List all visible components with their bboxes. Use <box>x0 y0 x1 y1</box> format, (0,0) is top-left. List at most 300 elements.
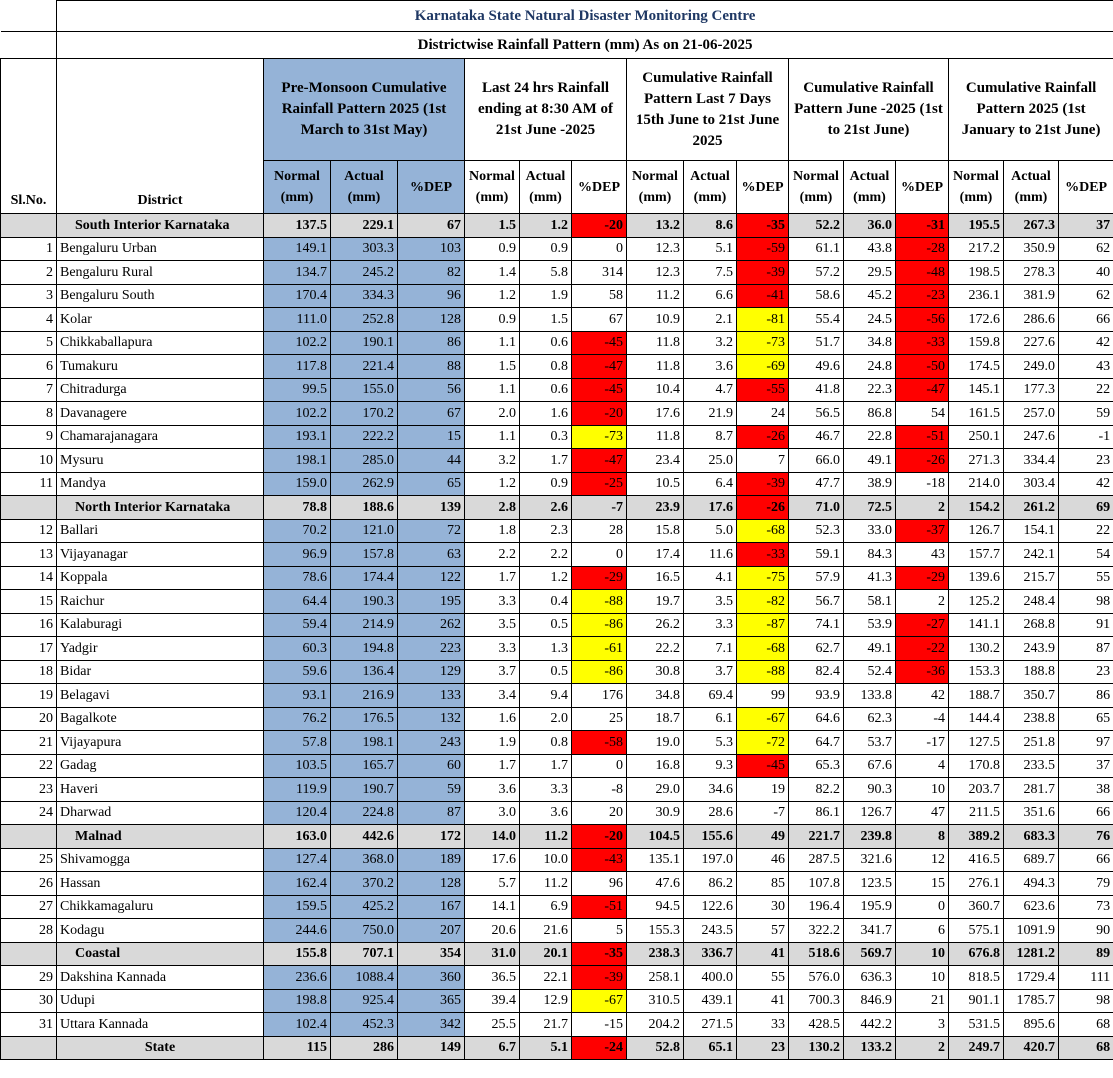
normal-cell: 46.7 <box>789 425 844 449</box>
normal-cell: 47.7 <box>789 472 844 496</box>
slno-cell: 22 <box>1 754 57 778</box>
dep-cell: 57 <box>737 919 789 943</box>
actual-cell: 157.8 <box>331 543 398 567</box>
actual-cell: 22.1 <box>520 966 572 990</box>
dep-cell: 33 <box>737 1013 789 1037</box>
district-cell: Malnad <box>57 825 264 849</box>
actual-cell: 303.4 <box>1004 472 1059 496</box>
normal-cell: 154.2 <box>949 496 1004 520</box>
normal-cell: 236.1 <box>949 284 1004 308</box>
slno-cell: 27 <box>1 895 57 919</box>
dep-cell: 111 <box>1059 966 1113 990</box>
table-row <box>1 355 1113 379</box>
actual-cell: 7.5 <box>684 261 737 285</box>
actual-cell: 341.7 <box>844 919 896 943</box>
normal-cell: 676.8 <box>949 942 1004 966</box>
dep-cell: -55 <box>737 378 789 402</box>
dep-cell: 189 <box>398 848 465 872</box>
header-normal: Normal (mm) <box>627 161 684 214</box>
district-cell: Chamarajanagara <box>57 425 264 449</box>
dep-cell: -68 <box>737 637 789 661</box>
normal-cell: 153.3 <box>949 660 1004 684</box>
header-slno: Sl.No. <box>1 59 57 214</box>
dep-cell: -50 <box>896 355 949 379</box>
normal-cell: 3.3 <box>465 590 520 614</box>
normal-cell: 276.1 <box>949 872 1004 896</box>
actual-cell: 439.1 <box>684 989 737 1013</box>
normal-cell: 93.1 <box>264 684 331 708</box>
dep-cell: 12 <box>896 848 949 872</box>
normal-cell: 130.2 <box>789 1036 844 1060</box>
slno-cell <box>1 214 57 238</box>
dep-cell: 72 <box>398 519 465 543</box>
dep-cell: 6 <box>896 919 949 943</box>
dep-cell: 0 <box>896 895 949 919</box>
actual-cell: 72.5 <box>844 496 896 520</box>
slno-cell: 5 <box>1 331 57 355</box>
dep-cell: 43 <box>1059 355 1113 379</box>
actual-cell: 7.1 <box>684 637 737 661</box>
actual-cell: 3.5 <box>684 590 737 614</box>
slno-cell: 24 <box>1 801 57 825</box>
dep-cell: 47 <box>896 801 949 825</box>
dep-cell: 88 <box>398 355 465 379</box>
actual-cell: 216.9 <box>331 684 398 708</box>
normal-cell: 700.3 <box>789 989 844 1013</box>
table-row <box>1 660 1113 684</box>
normal-cell: 41.8 <box>789 378 844 402</box>
actual-cell: 271.5 <box>684 1013 737 1037</box>
dep-cell: -20 <box>572 402 627 426</box>
header-normal: Normal (mm) <box>949 161 1004 214</box>
actual-cell: 24.5 <box>844 308 896 332</box>
actual-cell: 261.2 <box>1004 496 1059 520</box>
normal-cell: 60.3 <box>264 637 331 661</box>
table-row <box>1 1013 1113 1037</box>
slno-cell: 16 <box>1 613 57 637</box>
normal-cell: 236.6 <box>264 966 331 990</box>
actual-cell: 268.8 <box>1004 613 1059 637</box>
actual-cell: 1.2 <box>520 214 572 238</box>
slno-cell <box>1 1036 57 1060</box>
actual-cell: 0.5 <box>520 660 572 684</box>
normal-cell: 86.1 <box>789 801 844 825</box>
page-subtitle: Districtwise Rainfall Pattern (mm) As on 21-06-2025 <box>57 32 1113 59</box>
dep-cell: 365 <box>398 989 465 1013</box>
dep-cell: -67 <box>572 989 627 1013</box>
dep-cell: 66 <box>1059 308 1113 332</box>
actual-cell: 9.3 <box>684 754 737 778</box>
district-cell: Vijayapura <box>57 731 264 755</box>
dep-cell: 25 <box>572 707 627 731</box>
dep-cell: 42 <box>1059 472 1113 496</box>
header-actual: Actual (mm) <box>520 161 572 214</box>
actual-cell: 350.9 <box>1004 237 1059 261</box>
normal-cell: 575.1 <box>949 919 1004 943</box>
table-row <box>1 613 1113 637</box>
normal-cell: 134.7 <box>264 261 331 285</box>
actual-cell: 370.2 <box>331 872 398 896</box>
actual-cell: 22.8 <box>844 425 896 449</box>
district-cell: Tumakuru <box>57 355 264 379</box>
slno-cell: 6 <box>1 355 57 379</box>
actual-cell: 2.0 <box>520 707 572 731</box>
header-dep: %DEP <box>572 161 627 214</box>
actual-cell: 707.1 <box>331 942 398 966</box>
actual-cell: 1.3 <box>520 637 572 661</box>
dep-cell: 15 <box>896 872 949 896</box>
actual-cell: 425.2 <box>331 895 398 919</box>
normal-cell: 3.6 <box>465 778 520 802</box>
dep-cell: 98 <box>1059 590 1113 614</box>
dep-cell: -33 <box>896 331 949 355</box>
actual-cell: 52.4 <box>844 660 896 684</box>
normal-cell: 416.5 <box>949 848 1004 872</box>
dep-cell: -45 <box>737 754 789 778</box>
normal-cell: 1.1 <box>465 425 520 449</box>
normal-cell: 52.3 <box>789 519 844 543</box>
normal-cell: 6.7 <box>465 1036 520 1060</box>
actual-cell: 90.3 <box>844 778 896 802</box>
dep-cell: 133 <box>398 684 465 708</box>
normal-cell: 70.2 <box>264 519 331 543</box>
dep-cell: 67 <box>572 308 627 332</box>
dep-cell: 19 <box>737 778 789 802</box>
actual-cell: 84.3 <box>844 543 896 567</box>
actual-cell: 442.2 <box>844 1013 896 1037</box>
actual-cell: 17.6 <box>684 496 737 520</box>
actual-cell: 5.1 <box>520 1036 572 1060</box>
dep-cell: 22 <box>1059 378 1113 402</box>
table-row <box>1 637 1113 661</box>
slno-cell: 19 <box>1 684 57 708</box>
normal-cell: 3.7 <box>465 660 520 684</box>
actual-cell: 262.9 <box>331 472 398 496</box>
dep-cell: -36 <box>896 660 949 684</box>
actual-cell: 34.8 <box>844 331 896 355</box>
dep-cell: -47 <box>572 449 627 473</box>
dep-cell: -59 <box>737 237 789 261</box>
actual-cell: 1.9 <box>520 284 572 308</box>
header-actual: Actual (mm) <box>844 161 896 214</box>
dep-cell: -47 <box>572 355 627 379</box>
header-actual: Actual (mm) <box>331 161 398 214</box>
table-row <box>1 543 1113 567</box>
actual-cell: 133.8 <box>844 684 896 708</box>
dep-cell: -56 <box>896 308 949 332</box>
actual-cell: 285.0 <box>331 449 398 473</box>
header-normal: Normal (mm) <box>465 161 520 214</box>
actual-cell: 238.8 <box>1004 707 1059 731</box>
dep-cell: 54 <box>896 402 949 426</box>
actual-cell: 245.2 <box>331 261 398 285</box>
actual-cell: 257.0 <box>1004 402 1059 426</box>
district-cell: Hassan <box>57 872 264 896</box>
normal-cell: 29.0 <box>627 778 684 802</box>
normal-cell: 62.7 <box>789 637 844 661</box>
normal-cell: 57.9 <box>789 566 844 590</box>
district-cell: Bagalkote <box>57 707 264 731</box>
actual-cell: 636.3 <box>844 966 896 990</box>
actual-cell: 121.0 <box>331 519 398 543</box>
normal-cell: 258.1 <box>627 966 684 990</box>
normal-cell: 104.5 <box>627 825 684 849</box>
normal-cell: 221.7 <box>789 825 844 849</box>
actual-cell: 86.8 <box>844 402 896 426</box>
dep-cell: 176 <box>572 684 627 708</box>
actual-cell: 321.6 <box>844 848 896 872</box>
district-cell: Kodagu <box>57 919 264 943</box>
group-row <box>1 942 1113 966</box>
dep-cell: 86 <box>1059 684 1113 708</box>
normal-cell: 244.6 <box>264 919 331 943</box>
actual-cell: 1.7 <box>520 449 572 473</box>
normal-cell: 203.7 <box>949 778 1004 802</box>
dep-cell: -82 <box>737 590 789 614</box>
actual-cell: 8.7 <box>684 425 737 449</box>
header-normal: Normal (mm) <box>264 161 331 214</box>
normal-cell: 198.8 <box>264 989 331 1013</box>
actual-cell: 28.6 <box>684 801 737 825</box>
district-cell: Chikkaballapura <box>57 331 264 355</box>
actual-cell: 38.9 <box>844 472 896 496</box>
dep-cell: 128 <box>398 308 465 332</box>
normal-cell: 0.9 <box>465 237 520 261</box>
normal-cell: 3.5 <box>465 613 520 637</box>
dep-cell: -72 <box>737 731 789 755</box>
dep-cell: -68 <box>737 519 789 543</box>
actual-cell: 6.1 <box>684 707 737 731</box>
dep-cell: 65 <box>398 472 465 496</box>
normal-cell: 901.1 <box>949 989 1004 1013</box>
dep-cell: 69 <box>1059 496 1113 520</box>
district-cell: South Interior Karnataka <box>57 214 264 238</box>
actual-cell: 21.9 <box>684 402 737 426</box>
dep-cell: -43 <box>572 848 627 872</box>
normal-cell: 64.4 <box>264 590 331 614</box>
slno-cell: 7 <box>1 378 57 402</box>
normal-cell: 196.4 <box>789 895 844 919</box>
normal-cell: 47.6 <box>627 872 684 896</box>
slno-cell: 4 <box>1 308 57 332</box>
dep-cell: -45 <box>572 331 627 355</box>
normal-cell: 103.5 <box>264 754 331 778</box>
normal-cell: 19.0 <box>627 731 684 755</box>
normal-cell: 17.6 <box>627 402 684 426</box>
district-cell: Vijayanagar <box>57 543 264 567</box>
header-actual: Actual (mm) <box>1004 161 1059 214</box>
slno-cell: 17 <box>1 637 57 661</box>
dep-cell: 59 <box>1059 402 1113 426</box>
dep-cell: 5 <box>572 919 627 943</box>
normal-cell: 36.5 <box>465 966 520 990</box>
group-row <box>1 825 1113 849</box>
table-row <box>1 402 1113 426</box>
actual-cell: 5.8 <box>520 261 572 285</box>
dep-cell: -28 <box>896 237 949 261</box>
actual-cell: 420.7 <box>1004 1036 1059 1060</box>
dep-cell: 60 <box>398 754 465 778</box>
normal-cell: 12.3 <box>627 261 684 285</box>
dep-cell: -31 <box>896 214 949 238</box>
normal-cell: 310.5 <box>627 989 684 1013</box>
normal-cell: 65.3 <box>789 754 844 778</box>
normal-cell: 3.3 <box>465 637 520 661</box>
normal-cell: 157.7 <box>949 543 1004 567</box>
actual-cell: 0.8 <box>520 731 572 755</box>
normal-cell: 12.3 <box>627 237 684 261</box>
dep-cell: 2 <box>896 1036 949 1060</box>
table-row <box>1 966 1113 990</box>
normal-cell: 149.1 <box>264 237 331 261</box>
dep-cell: 67 <box>398 402 465 426</box>
actual-cell: 197.0 <box>684 848 737 872</box>
dep-cell: -7 <box>572 496 627 520</box>
table-row <box>1 989 1113 1013</box>
normal-cell: 74.1 <box>789 613 844 637</box>
table-row <box>1 707 1113 731</box>
actual-cell: 194.8 <box>331 637 398 661</box>
normal-cell: 26.2 <box>627 613 684 637</box>
slno-cell: 18 <box>1 660 57 684</box>
dep-cell: -22 <box>896 637 949 661</box>
actual-cell: 188.6 <box>331 496 398 520</box>
normal-cell: 52.8 <box>627 1036 684 1060</box>
normal-cell: 49.6 <box>789 355 844 379</box>
actual-cell: 198.1 <box>331 731 398 755</box>
normal-cell: 10.4 <box>627 378 684 402</box>
normal-cell: 531.5 <box>949 1013 1004 1037</box>
normal-cell: 170.8 <box>949 754 1004 778</box>
dep-cell: 37 <box>1059 754 1113 778</box>
actual-cell: 53.9 <box>844 613 896 637</box>
dep-cell: -26 <box>737 425 789 449</box>
actual-cell: 494.3 <box>1004 872 1059 896</box>
actual-cell: 5.1 <box>684 237 737 261</box>
dep-cell: 87 <box>398 801 465 825</box>
normal-cell: 30.8 <box>627 660 684 684</box>
district-cell: Davanagere <box>57 402 264 426</box>
dep-cell: 55 <box>737 966 789 990</box>
normal-cell: 14.1 <box>465 895 520 919</box>
actual-cell: 0.6 <box>520 378 572 402</box>
actual-cell: 334.4 <box>1004 449 1059 473</box>
normal-cell: 19.7 <box>627 590 684 614</box>
header-dep: %DEP <box>896 161 949 214</box>
actual-cell: 155.0 <box>331 378 398 402</box>
actual-cell: 1.7 <box>520 754 572 778</box>
actual-cell: 6.6 <box>684 284 737 308</box>
dep-cell: 86 <box>398 331 465 355</box>
district-cell: Bengaluru Urban <box>57 237 264 261</box>
dep-cell: 37 <box>1059 214 1113 238</box>
normal-cell: 818.5 <box>949 966 1004 990</box>
slno-cell: 12 <box>1 519 57 543</box>
actual-cell: 3.2 <box>684 331 737 355</box>
district-cell: Mysuru <box>57 449 264 473</box>
normal-cell: 10.9 <box>627 308 684 332</box>
normal-cell: 2.0 <box>465 402 520 426</box>
dep-cell: 67 <box>398 214 465 238</box>
normal-cell: 3.4 <box>465 684 520 708</box>
normal-cell: 198.5 <box>949 261 1004 285</box>
normal-cell: 99.5 <box>264 378 331 402</box>
dep-cell: -51 <box>896 425 949 449</box>
actual-cell: 267.3 <box>1004 214 1059 238</box>
actual-cell: 33.0 <box>844 519 896 543</box>
normal-cell: 170.4 <box>264 284 331 308</box>
district-cell: North Interior Karnataka <box>57 496 264 520</box>
header-year: Cumulative Rainfall Pattern 2025 (1st January to 21st June) <box>949 59 1113 161</box>
actual-cell: 12.9 <box>520 989 572 1013</box>
normal-cell: 11.8 <box>627 331 684 355</box>
dep-cell: 21 <box>896 989 949 1013</box>
actual-cell: 29.5 <box>844 261 896 285</box>
dep-cell: 129 <box>398 660 465 684</box>
normal-cell: 127.5 <box>949 731 1004 755</box>
normal-cell: 576.0 <box>789 966 844 990</box>
dep-cell: -39 <box>572 966 627 990</box>
actual-cell: 6.9 <box>520 895 572 919</box>
dep-cell: -48 <box>896 261 949 285</box>
dep-cell: 10 <box>896 942 949 966</box>
dep-cell: 40 <box>1059 261 1113 285</box>
normal-cell: 126.7 <box>949 519 1004 543</box>
normal-cell: 1.6 <box>465 707 520 731</box>
actual-cell: 227.6 <box>1004 331 1059 355</box>
dep-cell: 314 <box>572 261 627 285</box>
district-cell: Raichur <box>57 590 264 614</box>
district-cell: Kalaburagi <box>57 613 264 637</box>
normal-cell: 2.2 <box>465 543 520 567</box>
slno-cell: 26 <box>1 872 57 896</box>
normal-cell: 238.3 <box>627 942 684 966</box>
district-cell: Chikkamagaluru <box>57 895 264 919</box>
normal-cell: 119.9 <box>264 778 331 802</box>
dep-cell: 7 <box>737 449 789 473</box>
normal-cell: 161.5 <box>949 402 1004 426</box>
dep-cell: 82 <box>398 261 465 285</box>
actual-cell: 925.4 <box>331 989 398 1013</box>
header-district: District <box>57 59 264 214</box>
actual-cell: 67.6 <box>844 754 896 778</box>
dep-cell: -88 <box>572 590 627 614</box>
table-row <box>1 731 1113 755</box>
dep-cell: 79 <box>1059 872 1113 896</box>
dep-cell: 87 <box>1059 637 1113 661</box>
normal-cell: 1.1 <box>465 331 520 355</box>
district-cell: Belagavi <box>57 684 264 708</box>
normal-cell: 18.7 <box>627 707 684 731</box>
normal-cell: 145.1 <box>949 378 1004 402</box>
slno-cell: 20 <box>1 707 57 731</box>
normal-cell: 5.7 <box>465 872 520 896</box>
actual-cell: 133.2 <box>844 1036 896 1060</box>
actual-cell: 25.0 <box>684 449 737 473</box>
dep-cell: -69 <box>737 355 789 379</box>
normal-cell: 198.1 <box>264 449 331 473</box>
normal-cell: 55.4 <box>789 308 844 332</box>
slno-cell: 30 <box>1 989 57 1013</box>
table-row <box>1 284 1113 308</box>
dep-cell: -86 <box>572 613 627 637</box>
header-june: Cumulative Rainfall Pattern June -2025 (1st to 21st June) <box>789 59 949 161</box>
dep-cell: 243 <box>398 731 465 755</box>
slno-cell: 9 <box>1 425 57 449</box>
actual-cell: 10.0 <box>520 848 572 872</box>
actual-cell: 1091.9 <box>1004 919 1059 943</box>
normal-cell: 162.4 <box>264 872 331 896</box>
